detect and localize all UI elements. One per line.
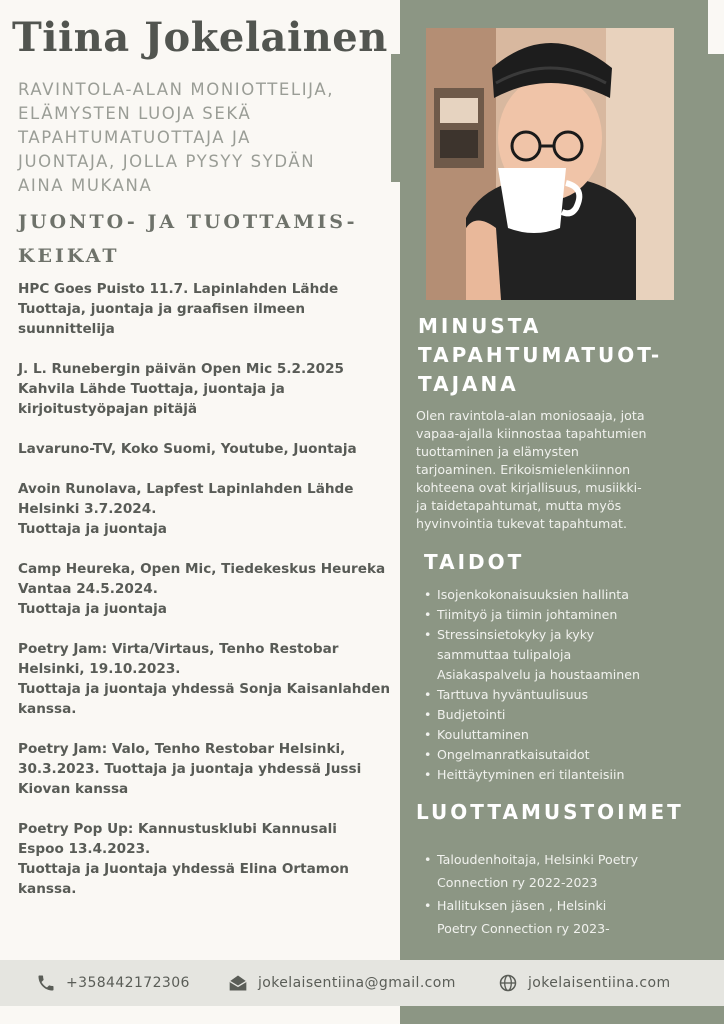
events-list (18, 279, 398, 919)
globe-icon (498, 973, 518, 993)
skill-item (424, 585, 708, 605)
trust-item (424, 848, 708, 894)
phone-number: +358442172306 (66, 975, 190, 991)
skill-label: Kouluttaminen (437, 727, 529, 742)
right-edge-strip (708, 54, 724, 1024)
event-item (18, 279, 398, 339)
event-line: kirjoitustyöpajan pitäjä (18, 401, 198, 417)
about-text-line: tarjoaminen. Erikoismielenkiinnon (416, 462, 631, 477)
bullet-icon: • (424, 687, 432, 702)
tagline-line: JUONTAJA, JOLLA PYSYY SYDÄN (18, 152, 316, 171)
trust-list (424, 848, 708, 940)
about-heading-line: MINUSTA (418, 314, 542, 338)
about-text-line: Olen ravintola-alan moniosaaja, jota (416, 408, 645, 423)
event-line: kanssa. (18, 881, 77, 897)
skill-label: Asiakaspalvelu ja houstaaminen (437, 667, 640, 682)
event-line: Lavaruno-TV, Koko Suomi, Youtube, Juontaja (18, 441, 357, 457)
tagline-line: ELÄMYSTEN LUOJA SEKÄ (18, 104, 252, 123)
bullet-icon: • (424, 727, 432, 742)
bullet-icon: • (424, 627, 432, 642)
event-line: 30.3.2023. Tuottaja ja juontaja yhdessä Jussi (18, 761, 362, 777)
event-line: Vantaa 24.5.2024. (18, 581, 158, 597)
phone-icon (36, 973, 56, 993)
email-address: jokelaisentiina@gmail.com (258, 975, 456, 991)
portrait-illustration (426, 28, 674, 300)
about-text (416, 407, 698, 533)
event-line: Kiovan kanssa (18, 781, 129, 797)
tagline (18, 78, 388, 198)
email-icon (228, 973, 248, 993)
accent-bar (391, 54, 400, 182)
tagline-line: TAPAHTUMATUOTTAJA JA (18, 128, 252, 147)
event-line: Poetry Jam: Valo, Tenho Restobar Helsinki, (18, 741, 346, 757)
trust-line: Connection ry 2022-2023 (437, 875, 598, 890)
skill-item (424, 685, 708, 705)
skill-item (424, 625, 708, 645)
event-item (18, 439, 398, 459)
website-contact[interactable] (498, 973, 671, 993)
contact-footer (0, 960, 724, 1006)
event-line: Helsinki, 19.10.2023. (18, 661, 181, 677)
event-line: Tuottaja ja juontaja (18, 521, 167, 537)
events-heading-line: KEIKAT (18, 245, 120, 267)
about-heading (418, 312, 708, 399)
events-heading (18, 205, 378, 273)
skill-item (424, 725, 708, 745)
event-line: Helsinki 3.7.2024. (18, 501, 157, 517)
event-item (18, 359, 398, 419)
event-line: Poetry Pop Up: Kannustusklubi Kannusali (18, 821, 337, 837)
person-name: Tiina Jokelainen (12, 14, 388, 61)
event-line: Espoo 13.4.2023. (18, 841, 151, 857)
event-line: Tuottaja ja juontaja (18, 601, 167, 617)
skill-item (424, 605, 708, 625)
skill-item (424, 745, 708, 765)
bullet-icon: • (424, 898, 432, 913)
about-text-line: hyvinvointia tukevat tapahtumat. (416, 516, 627, 531)
bullet-icon: • (424, 607, 432, 622)
about-text-line: ja taidetapahtumat, mutta myös (416, 498, 622, 513)
event-item (18, 559, 398, 619)
event-line: Kahvila Lähde Tuottaja, juontaja ja (18, 381, 285, 397)
about-heading-line: TAJANA (418, 372, 519, 396)
skill-item (424, 705, 708, 725)
event-line: Tuottaja ja juontaja yhdessä Sonja Kaisanlahden (18, 681, 391, 697)
skill-label: sammuttaa tulipaloja (437, 647, 572, 662)
skill-item-continued (424, 645, 708, 665)
skills-heading: TAIDOT (424, 550, 525, 574)
email-contact[interactable] (228, 973, 456, 993)
event-item (18, 819, 398, 899)
phone-contact[interactable] (36, 973, 190, 993)
trust-item (424, 894, 708, 940)
about-text-line: vapaa-ajalla kiinnostaa tapahtumien (416, 426, 647, 441)
event-line: suunnittelija (18, 321, 115, 337)
skill-label: Ongelmanratkaisutaidot (437, 747, 590, 762)
event-item (18, 479, 398, 539)
event-line: Tuottaja, juontaja ja graafisen ilmeen (18, 301, 306, 317)
events-heading-line: JUONTO- JA TUOTTAMIS- (18, 211, 358, 233)
trust-line: Taloudenhoitaja, Helsinki Poetry (437, 852, 639, 867)
event-line: J. L. Runebergin päivän Open Mic 5.2.2025 (18, 361, 344, 377)
skill-label: Heittäytyminen eri tilanteisiin (437, 767, 625, 782)
event-line: kanssa. (18, 701, 77, 717)
skill-label: Tarttuva hyväntuulisuus (437, 687, 589, 702)
trust-line: Hallituksen jäsen , Helsinki (437, 898, 607, 913)
skill-label: Stressinsietokyky ja kyky (437, 627, 595, 642)
skills-list (424, 585, 708, 785)
website-url: jokelaisentiina.com (528, 975, 671, 991)
bullet-icon: • (424, 747, 432, 762)
bullet-icon: • (424, 852, 432, 867)
skill-item-continued (424, 665, 708, 685)
skill-label: Budjetointi (437, 707, 506, 722)
event-line: Poetry Jam: Virta/Virtaus, Tenho Restobar (18, 641, 339, 657)
event-line: Camp Heureka, Open Mic, Tiedekeskus Heureka (18, 561, 386, 577)
bullet-icon: • (424, 707, 432, 722)
profile-photo (426, 28, 674, 300)
skill-label: Isojenkokonaisuuksien hallinta (437, 587, 629, 602)
tagline-line: AINA MUKANA (18, 176, 153, 195)
trust-heading: LUOTTAMUSTOIMET (416, 800, 684, 824)
bullet-icon: • (424, 767, 432, 782)
about-text-line: tuottaminen ja elämysten (416, 444, 579, 459)
bullet-icon: • (424, 587, 432, 602)
event-line: HPC Goes Puisto 11.7. Lapinlahden Lähde (18, 281, 339, 297)
about-heading-line: TAPAHTUMATUOT- (418, 343, 663, 367)
skill-item (424, 765, 708, 785)
tagline-line: RAVINTOLA-ALAN MONIOTTELIJA, (18, 80, 335, 99)
event-line: Tuottaja ja Juontaja yhdessä Elina Ortamon (18, 861, 349, 877)
event-item (18, 639, 398, 719)
skill-label: Tiimityö ja tiimin johtaminen (437, 607, 618, 622)
event-item (18, 739, 398, 799)
about-text-line: kohteena ovat kirjallisuus, musiikki- (416, 480, 642, 495)
trust-line: Poetry Connection ry 2023- (437, 921, 610, 936)
event-line: Avoin Runolava, Lapfest Lapinlahden Lähde (18, 481, 354, 497)
